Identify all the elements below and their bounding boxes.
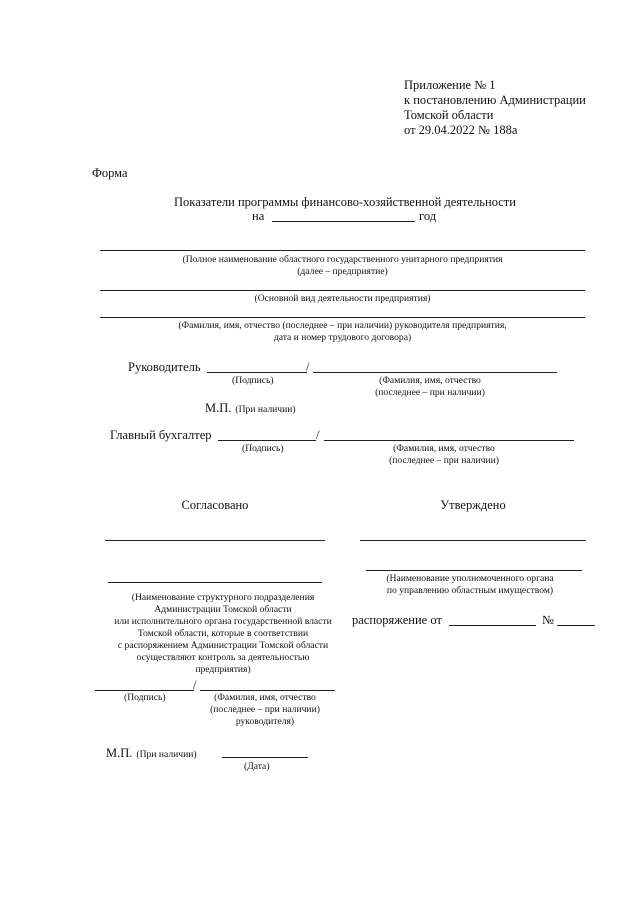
agreed-slash: /	[193, 678, 197, 692]
director-label: Руководитель	[128, 360, 201, 374]
approved-line-1[interactable]	[360, 540, 586, 541]
director-name-caption	[340, 375, 520, 399]
agreed-caption-line: с распоряжением Администрации Томской области	[117, 640, 329, 651]
accountant-name-caption-line2: (последнее – при наличии)	[389, 455, 499, 466]
agreed-name-caption-line: (последнее – при наличии)	[210, 704, 320, 715]
agreed-seal-block	[106, 744, 197, 762]
appendix-block	[404, 78, 586, 138]
director-name-caption-line2: (последнее – при наличии)	[375, 387, 485, 398]
director-name-line[interactable]	[313, 372, 557, 373]
enterprise-caption-line1: (Полное наименование областного государственного унитарного предприятия	[182, 254, 503, 265]
agreed-line-2[interactable]	[108, 582, 322, 583]
agreed-caption	[88, 592, 358, 676]
approved-caption-line1: (Наименование уполномоченного органа	[386, 573, 554, 584]
agreed-line-1[interactable]	[105, 540, 325, 541]
year-suffix: год	[419, 209, 437, 223]
agreed-date-caption: (Дата)	[244, 761, 270, 772]
year-prefix: на	[252, 209, 265, 223]
appendix-date: от 29.04.2022 № 188а	[404, 123, 518, 137]
enterprise-caption	[100, 254, 585, 278]
agreed-signature-line[interactable]	[95, 690, 194, 691]
director-signature-caption: (Подпись)	[232, 375, 274, 386]
appendix-region: Томской области	[404, 108, 494, 122]
director-slash: /	[306, 360, 310, 374]
accountant-slash: /	[316, 428, 320, 442]
approved-heading: Утверждено	[440, 498, 506, 512]
agreed-seal-label: М.П.	[106, 746, 133, 760]
agreed-name-caption-line: (Фамилия, имя, отчество	[214, 692, 316, 703]
agreed-name-line[interactable]	[200, 690, 335, 691]
accountant-name-caption-line1: (Фамилия, имя, отчество	[393, 443, 495, 454]
seal-note: (При наличии)	[235, 404, 296, 415]
agreed-name-caption-line: руководителя)	[235, 716, 295, 727]
approved-caption-line2: по управлению областным имуществом)	[386, 585, 554, 596]
head-caption	[100, 320, 585, 344]
approved-caption	[345, 573, 595, 597]
accountant-name-caption	[354, 443, 534, 467]
accountant-label: Главный бухгалтер	[110, 428, 212, 442]
approved-line-2[interactable]	[366, 570, 582, 571]
agreed-caption-line: Томской области, которые в соответствии	[137, 628, 309, 639]
document-title: Показатели программы финансово-хозяйственной деятельности	[174, 195, 516, 209]
year-line[interactable]	[272, 221, 415, 222]
order-prefix: распоряжение от	[352, 613, 442, 627]
head-caption-line1: (Фамилия, имя, отчество (последнее – при наличии) руководителя предприятия,	[178, 320, 507, 331]
agreed-caption-line: осуществляют контроль за деятельностью	[136, 652, 310, 663]
agreed-date-line[interactable]	[222, 757, 308, 758]
enterprise-caption-line2: (далее – предприятие)	[297, 266, 388, 277]
director-signature-line[interactable]	[207, 372, 307, 373]
accountant-name-line[interactable]	[324, 440, 574, 441]
agreed-caption-line: предприятия)	[195, 664, 251, 675]
activity-line[interactable]	[100, 290, 585, 291]
director-name-caption-line1: (Фамилия, имя, отчество	[379, 375, 481, 386]
form-label: Форма	[92, 166, 128, 180]
appendix-title: Приложение № 1	[404, 78, 496, 92]
head-info-line[interactable]	[100, 317, 585, 318]
agreed-heading: Согласовано	[181, 498, 249, 512]
agreed-caption-line: (Наименование структурного подразделения	[131, 592, 315, 603]
accountant-signature-caption: (Подпись)	[242, 443, 284, 454]
activity-caption: (Основной вид деятельности предприятия)	[254, 293, 431, 304]
seal-label: М.П.	[205, 401, 232, 415]
seal-block	[205, 399, 296, 417]
agreed-signature-caption: (Подпись)	[124, 692, 166, 703]
order-date-line[interactable]	[449, 625, 536, 626]
accountant-signature-line[interactable]	[218, 440, 316, 441]
agreed-caption-line: Администрации Томской области	[154, 604, 292, 615]
agreed-caption-line: или исполнительного органа государственной власти	[114, 616, 332, 627]
head-caption-line2: дата и номер трудового договора)	[273, 332, 412, 343]
order-number-sign: №	[542, 613, 554, 627]
appendix-resolution: к постановлению Администрации	[404, 93, 586, 107]
order-number-line[interactable]	[557, 625, 595, 626]
agreed-name-caption	[195, 692, 335, 728]
enterprise-name-line[interactable]	[100, 250, 585, 251]
agreed-seal-note: (При наличии)	[136, 749, 197, 760]
